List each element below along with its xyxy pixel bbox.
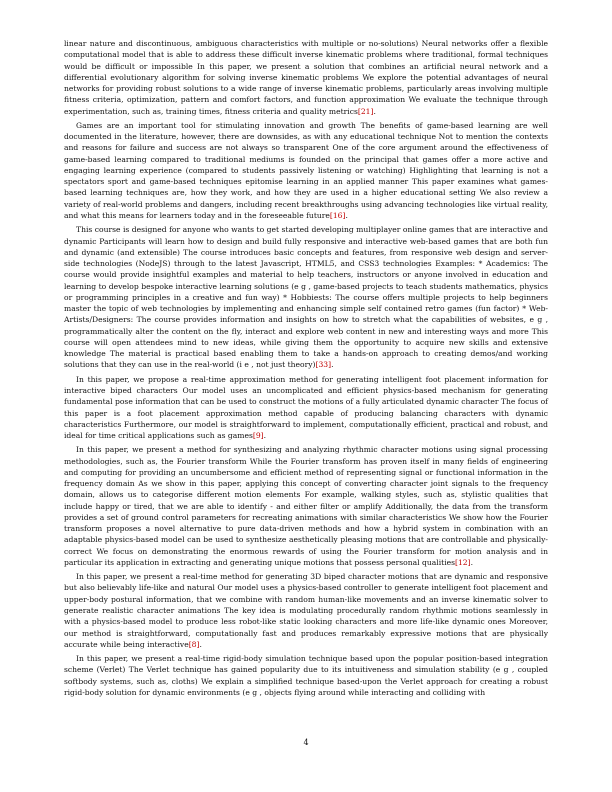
citation-link[interactable]: [21]	[357, 106, 374, 116]
paragraph-tail: .	[263, 431, 267, 441]
paragraph-text: linear nature and discontinuous, ambiguous characteristics with multiple or no-solutions) Neural networks offer a flexible computational model that is able to address these difficult inverse kinematic problems where traditional, formal techniques would be difficult or impossible In this paper, we present a solution that combines an artificial neural network and a differential evolutionary algorithm for solving inverse kinematic problems We explore the potential advantages of neural networks for providing robust solutions to a wide range of inverse kinematic problems, particularly areas involving multiple fitness criteria, optimization, pattern and comfort factors, and function approximation We evaluate the technique through experimentation, such as, training times, fitness criteria and quality metrics	[64, 39, 548, 116]
paragraph-tail: .	[470, 557, 474, 567]
paragraph-tail: .	[345, 210, 348, 220]
paragraph	[64, 444, 548, 568]
page-number: 4	[303, 738, 309, 747]
paragraph	[64, 120, 548, 221]
paragraph-tail: .	[331, 360, 334, 370]
paragraph-text: In this paper, we present a real-time rigid-body simulation technique based upon the popular position-based integration scheme (Verlet) The Verlet technique has gained popularity due to its intuitiveness and simulation stability (e g , coupled softbody systems, such as, cloths) We explain a simplified technique based-upon the Verlet approach for creating a robust rigid-body solution for dynamic environments (e g , objects flying around while interacting and colliding with	[64, 654, 548, 697]
citation-link[interactable]: [16]	[329, 210, 346, 220]
citation-link[interactable]: [8]	[188, 639, 200, 649]
paragraph-text: In this paper, we propose a real-time approximation method for generating intelligent foot placement information for interactive biped characters Our model uses an uncomplicated and efficient physics-based mechanism for generating fundamental pose information that can be used to construct the motions of a fully articulated dynamic character The focus of this paper is a foot placement approximation method capable of producing balancing characters with dynamic characteristics Furthermore, our model is straightforward to implement, computationally efficient, practical and robust, and ideal for time critical applications such as games	[64, 374, 548, 441]
paragraph	[64, 224, 548, 370]
citation-link[interactable]: [33]	[315, 360, 332, 370]
paragraph-tail: .	[373, 106, 376, 116]
paragraph-text: Games are an important tool for stimulating innovation and growth The benefits of game-based learning are well documented in the literature, however, there are downsides, as with any educational technique Not to mention the contexts and reasons for failure and success are not always so transparent One of the core argument around the effectiveness of game-based learning compared to traditional mediums is founded on the principal that games offer a more active and engaging learning experience (compared to students passively listening or watching) Highlighting that learning is not a spectators sport and game-based techniques epitomise learning in an applied manner This paper examines what games-based learning techniques are, how they work, and how they are used in a higher educational setting We also review a variety of real-world problems and dangers, including recent breakthroughs using advancing technologies like virtual reality, and what this means for learners today and in the foreseeable future	[64, 120, 548, 220]
paragraph-text: In this paper, we present a real-time method for generating 3D biped character motions that are dynamic and responsive but also believably life-like and natural Our model uses a physics-based controller to generate intelligent foot placement and upper-body postural information, that we combine with random human-like movements and an inverse kinematic solver to generate realistic character animations The key idea is modulating procedurally random rhythmic motions seamlessly in with a physics-based model to produce less robot-like static looking characters and more life-like dynamic ones Moreover, our method is straightforward, computationally fast and produces remarkably expressive motions that are physically accurate while being interactive	[64, 572, 548, 649]
paragraph	[64, 653, 548, 698]
paragraph-tail: .	[199, 639, 202, 649]
paragraph	[64, 38, 548, 117]
paragraph-text: This course is designed for anyone who wants to get started developing multiplayer online games that are interactive and dynamic Participants will learn how to design and build fully responsive and interactive web-based games that are both fun and dynamic (and extensible) The course introduces basic concepts and features, from responsive web design and server-side technologies (NodeJS) through to the latest Javascript, HTML5, and CSS3 technologies Examples: * Academics: The course would provide insightful examples and material to help teachers, instructors or anyone involved in education and learning to develop bespoke interactive learning solutions (e g , game-based projects to teach students mathematics, physics or programming principles in a creative and fun way) * Hobbiests: The course offers multiple projects to help beginners master the topic of web technologies by implementing and enhancing simple self contained retro games (fun factor) * Web-Artists/Designers: The course provides information and insights on how to stretch what the capabilities of websites, e g , programmatically alter the content on the fly, interact and explore web content in new and interesting ways and more This course will open attendees mind to new ideas, while giving them the opportunity to acquire new skills and extensive knowledge The material is practical based enabling them to take a hands-on approach to creating demos/and working solutions that they can use in the real-world (i e , not just theory)	[64, 225, 548, 370]
paper-body	[64, 38, 548, 701]
citation-link[interactable]: [9]	[252, 431, 264, 441]
citation-link[interactable]: [12]	[455, 557, 471, 567]
paragraph-text: In this paper, we present a method for synthesizing and analyzing rhythmic character motions using signal processing methodologies, such as, the Fourier transform While the Fourier transform has proven itself in many fields of engineering and computing for providing an uncumbersome and efficient method of representing signal or functional information in the frequency domain As we show in this paper, applying this concept of converting character joint signals to the frequency domain, allows us to categorise different motion elements For example, walking styles, such as, stylistic qualities that include happy or tired, that we are able to identify - and either filter or amplify Additionally, the data from the transform provides a set of ground control parameters for recreating animations with similar characteristics We show how the Fourier transform proposes a novel alternative to pure data-driven methods and how a hybrid system in combination with an adaptable physics-based model can be used to synthesize aesthetically pleasing motions that are controllable and physically-correct We focus on demonstrating the enormous rewards of using the Fourier transform for motion analysis and in particular its application in extracting and generating unique motions that possess personal qualities	[64, 445, 548, 567]
paragraph	[64, 374, 548, 442]
paragraph	[64, 571, 548, 650]
